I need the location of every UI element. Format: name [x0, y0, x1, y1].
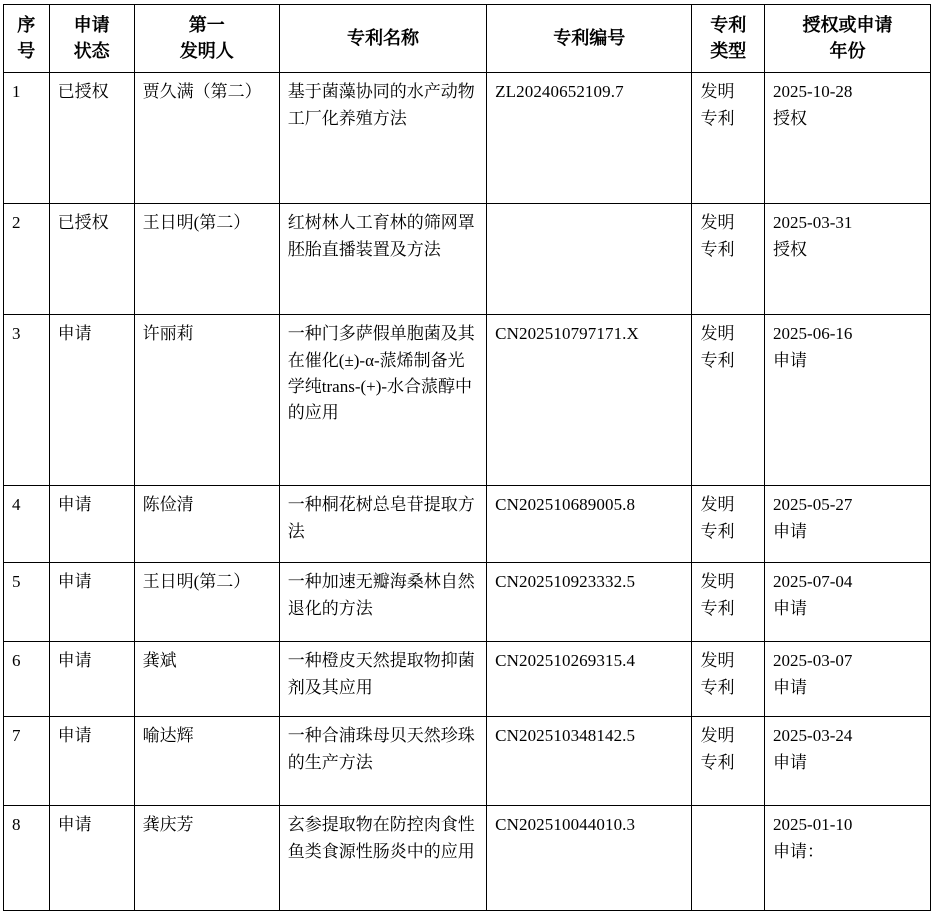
column-header-patent-number-line1: 专利编号 [553, 28, 626, 49]
cell-patent-type-line2: 专利 [700, 521, 735, 541]
cell-patent-name: 玄参提取物在防控肉食性鱼类食源性肠炎中的应用 [279, 806, 486, 911]
column-header-year [765, 5, 931, 73]
cell-status: 已授权 [49, 73, 134, 204]
table-row [4, 204, 931, 315]
cell-patent-type [692, 486, 765, 563]
column-header-index [4, 5, 50, 73]
cell-patent-number [487, 204, 692, 315]
cell-patent-number: CN202510689005.8 [487, 486, 692, 563]
cell-inventor: 贾久满（第二） [134, 73, 279, 204]
cell-patent-name: 一种合浦珠母贝天然珍珠的生产方法 [279, 717, 486, 806]
column-header-year-line2: 年份 [829, 41, 866, 62]
cell-year-state: 申请 [773, 350, 808, 370]
document-page [0, 4, 934, 898]
column-header-status [49, 5, 134, 73]
cell-year [765, 642, 931, 717]
cell-status: 申请 [49, 642, 134, 717]
cell-inventor: 龚斌 [134, 642, 279, 717]
cell-patent-type-line1: 发明 [700, 495, 735, 515]
cell-patent-type-line2: 专利 [700, 598, 735, 618]
cell-year-date: 2025-06-16 [773, 324, 853, 344]
cell-status: 申请 [49, 486, 134, 563]
cell-index: 3 [4, 315, 50, 486]
cell-patent-type-line2: 专利 [700, 752, 735, 772]
table-row [4, 486, 931, 563]
cell-patent-type-line1: 发明 [700, 82, 735, 102]
column-header-patent-type-line2: 类型 [710, 41, 747, 62]
table-row [4, 73, 931, 204]
cell-patent-name: 基于菌藻协同的水产动物工厂化养殖方法 [279, 73, 486, 204]
table-body [4, 73, 931, 911]
column-header-index-line1: 序 [17, 15, 36, 35]
cell-patent-type [692, 642, 765, 717]
cell-year [765, 563, 931, 642]
cell-patent-number: CN202510269315.4 [487, 642, 692, 717]
cell-status: 申请 [49, 717, 134, 806]
cell-inventor: 许丽莉 [134, 315, 279, 486]
cell-year-state: 申请： [773, 841, 825, 861]
table-row [4, 806, 931, 911]
column-header-status-line1: 申请 [73, 15, 110, 35]
patent-table [3, 4, 931, 911]
cell-inventor: 王日明(第二） [134, 204, 279, 315]
cell-status: 申请 [49, 315, 134, 486]
cell-index: 2 [4, 204, 50, 315]
cell-year [765, 73, 931, 204]
column-header-inventor-line1: 第一 [188, 15, 225, 35]
column-header-patent-name-line1: 专利名称 [346, 28, 419, 49]
cell-index: 5 [4, 563, 50, 642]
cell-year-date: 2025-05-27 [773, 495, 853, 515]
cell-year-state: 申请 [773, 598, 808, 618]
cell-index: 1 [4, 73, 50, 204]
cell-patent-name: 红树林人工育林的筛网罩胚胎直播装置及方法 [279, 204, 486, 315]
cell-patent-type-line2: 专利 [700, 108, 735, 128]
table-row [4, 315, 931, 486]
cell-year-state: 授权 [773, 108, 808, 128]
cell-inventor: 陈俭清 [134, 486, 279, 563]
column-header-inventor-line2: 发明人 [179, 41, 234, 62]
cell-patent-type-line1: 发明 [700, 651, 735, 671]
cell-year [765, 486, 931, 563]
cell-year [765, 204, 931, 315]
cell-patent-number: CN202510044010.3 [487, 806, 692, 911]
cell-year-state: 申请 [773, 677, 808, 697]
column-header-patent-number [487, 5, 692, 73]
table-row [4, 563, 931, 642]
cell-year [765, 315, 931, 486]
cell-year-date: 2025-01-10 [773, 815, 853, 835]
cell-year-state: 申请 [773, 752, 808, 772]
cell-year-state: 申请 [773, 521, 808, 541]
cell-year-date: 2025-03-07 [773, 651, 853, 671]
cell-patent-type-line1: 发明 [700, 213, 735, 233]
cell-status: 已授权 [49, 204, 134, 315]
cell-year-date: 2025-03-31 [773, 213, 853, 233]
cell-year-date: 2025-07-04 [773, 572, 853, 592]
cell-patent-type-line2: 专利 [700, 350, 735, 370]
cell-status: 申请 [49, 563, 134, 642]
cell-patent-number: ZL20240652109.7 [487, 73, 692, 204]
table-row [4, 717, 931, 806]
cell-patent-number: CN202510923332.5 [487, 563, 692, 642]
cell-patent-type [692, 806, 765, 911]
cell-inventor: 喻达辉 [134, 717, 279, 806]
cell-status: 申请 [49, 806, 134, 911]
column-header-index-line2: 号 [17, 41, 36, 62]
column-header-status-line2: 状态 [73, 41, 110, 62]
cell-year-state: 授权 [773, 239, 808, 259]
cell-year [765, 806, 931, 911]
cell-inventor: 龚庆芳 [134, 806, 279, 911]
cell-patent-type-line2: 专利 [700, 677, 735, 697]
cell-patent-name: 一种桐花树总皂苷提取方法 [279, 486, 486, 563]
cell-year [765, 717, 931, 806]
cell-patent-number: CN202510797171.X [487, 315, 692, 486]
column-header-year-line1: 授权或申请 [802, 15, 893, 35]
cell-patent-type-line1: 发明 [700, 726, 735, 746]
column-header-patent-type-line1: 专利 [710, 15, 747, 35]
table-header [4, 5, 931, 73]
cell-patent-name: 一种加速无瓣海桑林自然退化的方法 [279, 563, 486, 642]
cell-index: 6 [4, 642, 50, 717]
cell-index: 8 [4, 806, 50, 911]
column-header-patent-type [692, 5, 765, 73]
column-header-patent-name [279, 5, 486, 73]
cell-index: 4 [4, 486, 50, 563]
cell-index: 7 [4, 717, 50, 806]
cell-patent-type [692, 563, 765, 642]
cell-patent-type-line2: 专利 [700, 239, 735, 259]
table-row [4, 642, 931, 717]
table-header-row [4, 5, 931, 73]
cell-year-date: 2025-10-28 [773, 82, 853, 102]
cell-patent-type [692, 73, 765, 204]
cell-patent-name: 一种门多萨假单胞菌及其在催化(±)-α-蒎烯制备光学纯trans-(+)-水合蒎醇中的应用 [279, 315, 486, 486]
cell-year-date: 2025-03-24 [773, 726, 853, 746]
cell-patent-type-line1: 发明 [700, 572, 735, 592]
column-header-inventor [134, 5, 279, 73]
cell-patent-type [692, 315, 765, 486]
cell-patent-name: 一种橙皮天然提取物抑菌剂及其应用 [279, 642, 486, 717]
cell-patent-number: CN202510348142.5 [487, 717, 692, 806]
cell-inventor: 王日明(第二） [134, 563, 279, 642]
cell-patent-type [692, 204, 765, 315]
cell-patent-type-line1: 发明 [700, 324, 735, 344]
cell-patent-type [692, 717, 765, 806]
